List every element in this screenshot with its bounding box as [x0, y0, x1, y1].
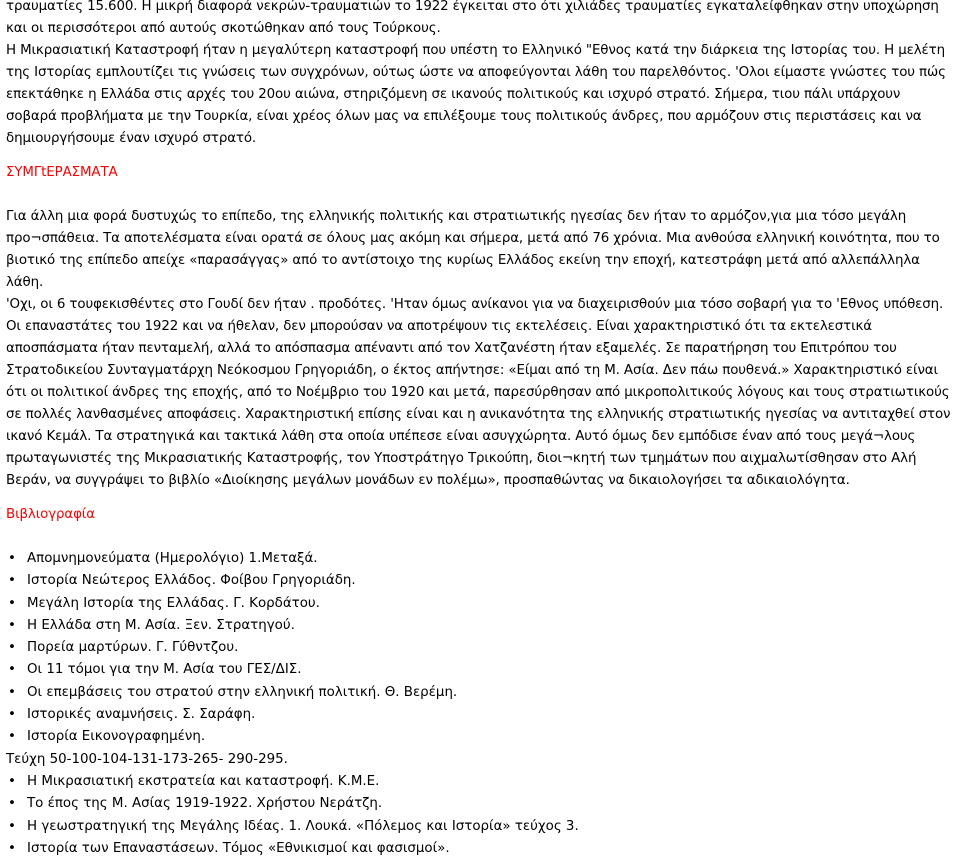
- bibliography-item: • Μεγάλη Ιστορία της Ελλάδας. Γ. Κορδάτου.: [6, 593, 952, 615]
- bibliography-item: • Οι 11 τόμοι για την Μ. Ασία του ΓΕΣ/ΔΙΣ.: [6, 659, 952, 681]
- conclusions-heading: ΣΥΜΓtΕΡΑΣΜΑΤΑ: [6, 165, 118, 180]
- bibliography-item: • Η Μικρασιατική εκστρατεία και καταστροφή. Κ.Μ.Ε.: [6, 771, 952, 793]
- bibliography-item: • Ιστορία Εικονογραφημένη.: [6, 726, 952, 748]
- bibliography-item: • Ιστορικές αναμνήσεις. Σ. Σαράφη.: [6, 704, 952, 726]
- bibliography-list-1: [6, 548, 952, 749]
- bibliography-heading: Βιβλιογραφία: [6, 507, 95, 522]
- bibliography-item: • Πορεία μαρτύρων. Γ. Γύθντζου.: [6, 637, 952, 659]
- bibliography-item: • Η γεωστρατηγική της Μεγάλης Ιδέας. 1. Λουκά. «Πόλεμος και Ιστορία» τεύχος 3.: [6, 816, 952, 838]
- conclusions-paragraph-2: 'Οχι, οι 6 τουφεκισθέντες στο Γουδί δεν ήταν . προδότες. 'Ηταν όμως ανίκανοι για να διαχειρισθούν μια τόσο σοβαρή για το 'Εθνος υπόθεση. Οι επαναστάτες του 1922 και να ήθελαν, δεν μπορούσαν να αποτρέψουν τις εκτελέσεις. Είναι χαρακτηριστικό ότι τα εκτελεστικά αποσπάσματα ήταν πενταμελή, αλλά το απόσπασμα απέναντι από τον Χατζανέστη ήταν εξαμελές. Σε παρατήρηση του Επιτρόπου του Στρατοδικείου Συνταγματάρχη Νεόκοσμου Γρηγοριάδη, ο έκτος απήντησε: «Είμαι από τη Μ. Ασία. Δεν πάω πουθενά.» Χαρακτηριστικό είναι ότι οι πολιτικοί άνδρες της εποχής, από το Νοέμβριο του 1920 και μετά, παρεσύρθησαν από μικροπολιτικούς λόγους και τους στρατιωτικούς σε πολλές λανθασμένες αποφάσεις. Χαρακτηριστική επίσης είναι και η ανικανότητα της ελληνικής στρατιωτικής ηγεσίας να αντιταχθεί στον ικανό Κεμάλ. Τα στρατηγικά και τακτικά λάθη στα οποία υπέπεσε είναι ασυγχώρητα. Αυτό όμως δεν εμπόδισε έναν από τους μεγά¬λους πρωταγωνιστές της Μικρασιατικής Καταστροφής, τον Υποστράτηγο Τρικούπη, διοι¬κητή των τμημάτων που αιχμαλωτίσθησαν στο Αλή Βεράν, να συγγράψει το βιβλίο «Διοίκησης μεγάλων μονάδων εν πολέμω», προσπαθώντας να δικαιολογήσει τα αδικαιολόγητα.: [6, 297, 951, 488]
- intro-paragraph-2: Η Μικρασιατική Καταστροφή ήταν η μεγαλύτερη καταστροφή που υπέστη το Ελληνικό "Εθνος κατά την διάρκεια της Ιστορίας του. Η μελέτη της Ιστορίας εμπλουτίζει τις γνώσεις των συγχρόνων, ούτως ώστε να αποφεύγονται λάθη του παρελθόντος. 'Ολοι είμαστε γνώστες του πώς επεκτάθηκε η Ελλάδα στις αρχές του 20ου αιώνα, στηριζόμενη σε ικανούς πολιτικούς και ισχυρό στρατό. Σήμερα, τιου πάλι υπάρχουν σοβαρά προβλήματα με την Τουρκία, είναι χρέος όλων μας να επιλέξουμε τους πολιτικούς άνδρες, που αρμόζουν στις περιστάσεις και να δημιουργήσουμε έναν ισχυρό στρατό.: [6, 43, 946, 146]
- conclusions-paragraph-1: Για άλλη μια φορά δυστυχώς το επίπεδο, της ελληνικής πολιτικής και στρατιωτικής ηγεσίας δεν ήταν το αρμόζον,για μια τόσο μεγάλη προ¬σπάθεια. Τα αποτελέσματα είναι ορατά σε όλους μας ακόμη και σήμερα, μετά από 76 χρόνια. Μια ανθούσα ελληνική κοινότητα, που το βιοτικό της επίπεδο απείχε «παρασάγγας» από το αντίστοιχο της κυρίως Ελλάδος εκείνη την εποχή, κατεστράφη μετά από αλλεπάλληλα λάθη.: [6, 209, 940, 290]
- bibliography-item: • Απομνημονεύματα (Ημερολόγιο) 1.Μεταξά.: [6, 548, 952, 570]
- bibliography-item: • Το έπος της Μ. Ασίας 1919-1922. Χρήστου Νεράτζη.: [6, 793, 952, 815]
- bibliography-item: • Ιστορία των Επαναστάσεων. Τόμος «Εθνικισμοί και φασισμοί».: [6, 838, 952, 860]
- bibliography-list-2: [6, 771, 952, 860]
- bibliography-item: • Η Ελλάδα στη Μ. Ασία. Ξεν. Στρατηγού.: [6, 615, 952, 637]
- intro-paragraph-1: τραυματίες 15.600. Η μικρή διαφορά νεκρών-τραυματιών το 1922 έγκειται στο ότι χιλιάδες τραυματίες εγκαταλείφθηκαν στην υποχώρηση και οι περισσότεροι από αυτούς σκοτώθηκαν από τους Τούρκους.: [6, 0, 939, 36]
- bibliography-issues-line: Τεύχη 50-100-104-131-173-265- 290-295.: [6, 751, 288, 767]
- bibliography-item: • Ιστορία Νεώτερος Ελλάδος. Φοίβου Γρηγοριάδη.: [6, 570, 952, 592]
- bibliography-item: • Οι επεμβάσεις του στρατού στην ελληνική πολιτική. Θ. Βερέμη.: [6, 682, 952, 704]
